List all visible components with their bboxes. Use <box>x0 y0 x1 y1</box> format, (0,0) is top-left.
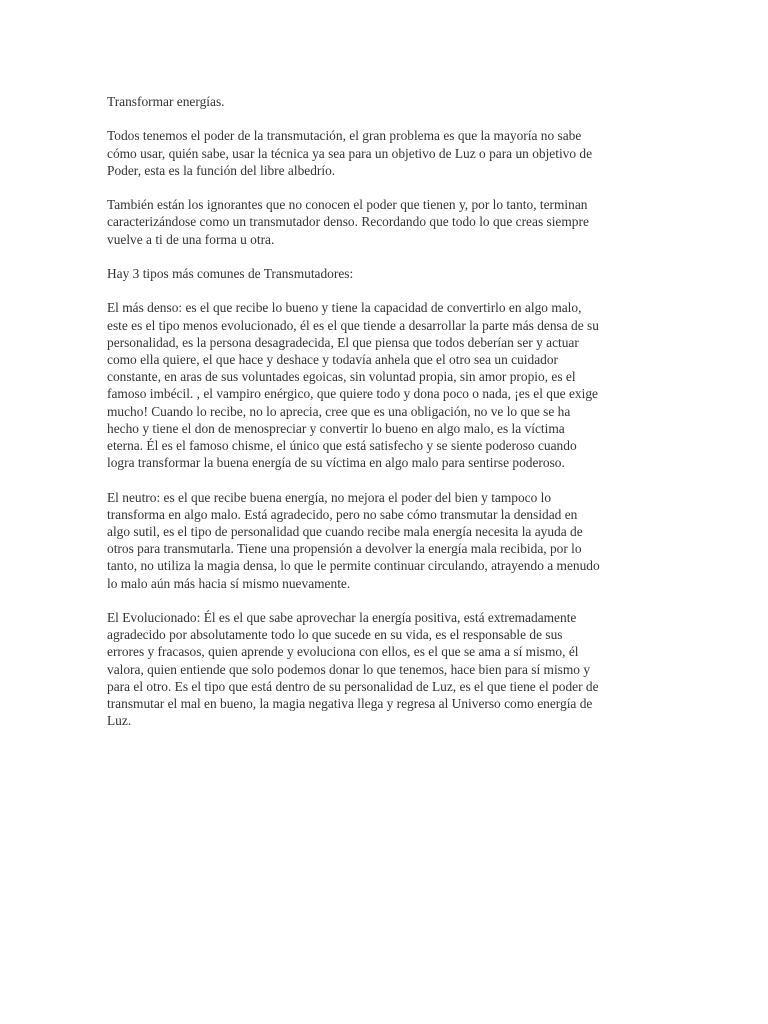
text-line: El neutro: es el que recibe buena energía, no mejora el poder del bien y tampoco lo <box>107 489 552 505</box>
text-line: errores y fracasos, quien aprende y evoluciona con ellos, es el que se ama a sí mismo, él <box>107 644 579 660</box>
text-line: El más denso: es el que recibe lo bueno y tiene la capacidad de convertirlo en algo malo, <box>107 300 582 316</box>
text-line: famoso imbécil. , el vampiro enérgico, que quiere todo y dona poco o nada, ¡es el que exige <box>107 386 598 402</box>
text-line: logra transformar la buena energía de su víctima en algo malo para sentirse poderoso. <box>107 455 565 471</box>
text-line: personalidad, es la persona desagradecida, El que piensa que todos deberían ser y actuar <box>107 334 579 350</box>
document-body <box>107 93 667 747</box>
text-line: constante, en aras de sus voluntades egoicas, sin voluntad propia, sin amor propio, es el <box>107 369 576 385</box>
text-line: otros para transmutarla. Tiene una propensión a devolver la energía mala recibida, por lo <box>107 541 582 557</box>
text-line: vuelve a ti de una forma u otra. <box>107 231 275 247</box>
text-line: transforma en algo malo. Está agradecido, pero no sabe cómo transmutar la densidad en <box>107 506 578 522</box>
text-line: caracterizándose como un transmutador denso. Recordando que todo lo que creas siempre <box>107 214 589 230</box>
paragraph <box>107 265 667 282</box>
text-line: cómo usar, quién sabe, usar la técnica ya sea para un objetivo de Luz o para un objetivo de <box>107 145 593 161</box>
paragraph <box>107 299 667 471</box>
text-line: Luz. <box>107 713 132 729</box>
text-line: eterna. Él es el famoso chisme, el único que está satisfecho y se siente poderoso cuando <box>107 438 577 453</box>
text-line: hecho y tiene el don de menospreciar y convertir lo bueno en algo malo, es la víctima <box>107 420 565 436</box>
text-line: Poder, esta es la función del libre albedrío. <box>107 162 336 178</box>
text-line: También están los ignorantes que no conocen el poder que tienen y, por lo tanto, terminan <box>107 197 588 213</box>
text-line: Hay 3 tipos más comunes de Transmutadores: <box>107 265 354 281</box>
paragraph <box>107 196 667 248</box>
title-line: Transformar energías. <box>107 94 225 109</box>
paragraph <box>107 127 667 179</box>
text-line: como ella quiere, el que hace y deshace y todavía anhela que el otro sea un cuidador <box>107 351 558 367</box>
document-title <box>107 93 667 110</box>
text-line: transmutar el mal en bueno, la magia negativa llega y regresa al Universo como energía de <box>107 696 593 712</box>
text-line: lo malo aún más hacia sí mismo nuevamente. <box>107 575 351 591</box>
text-line: El Evolucionado: Él es el que sabe aprovechar la energía positiva, está extremadamente <box>107 610 577 625</box>
text-line: este es el tipo menos evolucionado, él es el que tiende a desarrollar la parte más densa de su <box>107 317 599 333</box>
paragraph-list <box>107 127 667 729</box>
text-line: valora, quien entiende que solo podemos donar lo que tenemos, hace bien para sí mismo y <box>107 661 591 677</box>
text-line: Todos tenemos el poder de la transmutación, el gran problema es que la mayoría no sabe <box>107 128 582 144</box>
text-line: mucho! Cuando lo recibe, no lo aprecia, cree que es una obligación, no ve lo que se ha <box>107 403 571 419</box>
paragraph <box>107 489 667 592</box>
paragraph <box>107 609 667 729</box>
text-line: para el otro. Es el tipo que está dentro de su personalidad de Luz, es el que tiene el poder de <box>107 678 599 694</box>
text-line: agradecido por absolutamente todo lo que sucede en su vida, es el responsable de sus <box>107 627 563 643</box>
text-line: algo sutil, es el tipo de personalidad que cuando recibe mala energía necesita la ayuda de <box>107 524 583 539</box>
text-line: tanto, no utiliza la magia densa, lo que le permite continuar circulando, atrayendo a menudo <box>107 558 600 574</box>
